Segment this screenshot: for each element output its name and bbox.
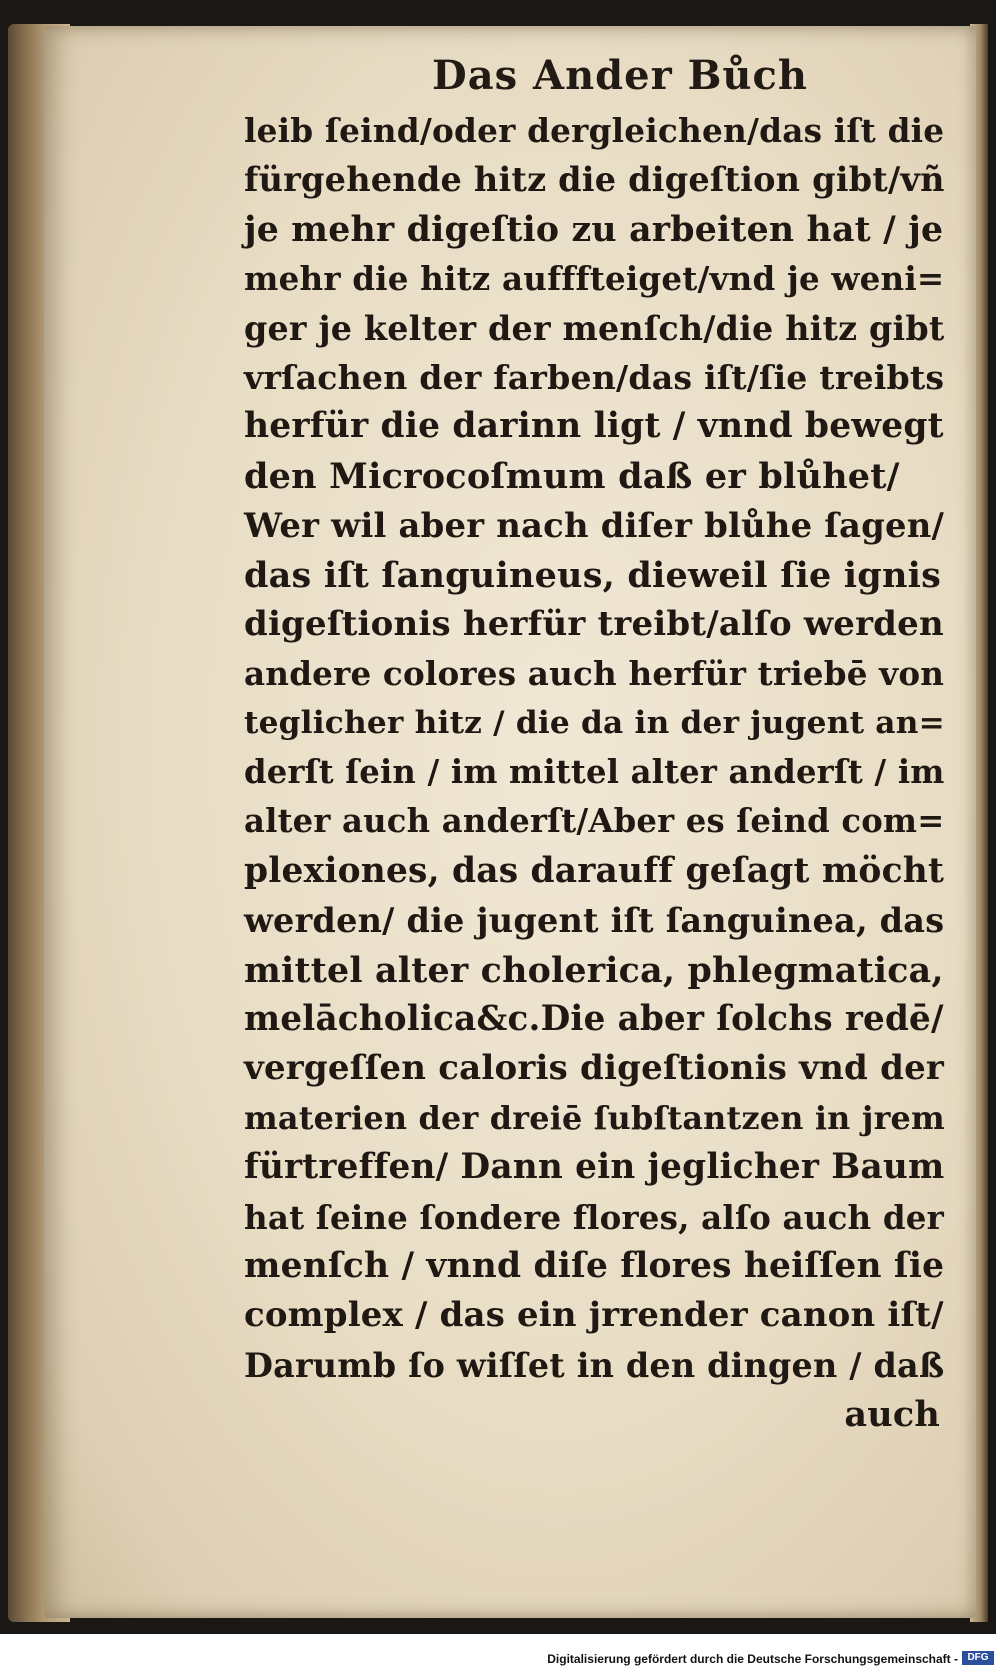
text-line: ger je kelter der menſch/die hitz gibt — [244, 308, 945, 348]
text-line: teglicher hitz / die da in der jugent an= — [244, 704, 945, 741]
text-line: digeſtionis herfür treibt/alſo werden — [244, 603, 944, 644]
text-line: das iſt ſanguineus, dieweil ſie ignis — [244, 554, 942, 596]
text-line: vrſachen der farben/das iſt/ſie treibts — [244, 357, 945, 397]
text-line: vergeſſen caloris digeſtionis vnd der — [244, 1048, 945, 1089]
running-header: Das Ander Bůch — [432, 52, 808, 99]
dfg-logo: DFG — [962, 1651, 994, 1665]
text-line: werden/ die jugent iſt ſanguinea, das — [244, 901, 945, 941]
text-line: plexiones, das darauff geſagt möcht — [244, 850, 945, 891]
text-line: andere colores auch herfür triebē von — [244, 654, 945, 694]
text-line: hat ſeine ſondere flores, alſo auch der — [244, 1197, 944, 1237]
text-line: leib ſeind/oder dergleichen/das iſt die — [244, 111, 945, 150]
text-line: mittel alter cholerica, phlegmatica, — [244, 949, 944, 991]
text-line: menſch / vnnd diſe flores heiſſen ſie — [244, 1245, 945, 1286]
text-line: je mehr digeſtio zu arbeiten hat / je — [244, 208, 944, 250]
funding-credit: Digitalisierung gefördert durch die Deutsche Forschungsgemeinschaft - — [547, 1652, 958, 1666]
body-text — [244, 106, 984, 1440]
text-line: auch — [844, 1394, 940, 1436]
text-line: Darumb ſo wiſſet in den dingen / daß — [244, 1345, 945, 1385]
text-line: materien der dreiē ſubſtantzen in jrem — [244, 1098, 945, 1137]
text-line: herfür die darinn ligt / vnnd bewegt — [244, 406, 944, 447]
text-line: derſt ſein / im mittel alter anderſt / im — [244, 753, 945, 792]
text-line: melācholica&c.Die aber ſolchs redē/ — [244, 999, 944, 1040]
text-line: Wer wil aber nach diſer blůhe ſagen/ — [244, 505, 945, 546]
text-line: den Microcoſmum daß er blůhet/ — [244, 455, 900, 497]
text-line: mehr die hitz aufffteiget/vnd je weni= — [244, 259, 945, 299]
text-line: complex / das ein jrrender canon iſt/ — [244, 1295, 944, 1336]
text-line: alter auch anderſt/Aber es ſeind com= — [244, 802, 945, 841]
text-line: fürtreffen/ Dann ein jeglicher Baum — [244, 1147, 945, 1188]
text-line: fürgehende hitz die digeſtion gibt/vñ — [244, 160, 945, 200]
